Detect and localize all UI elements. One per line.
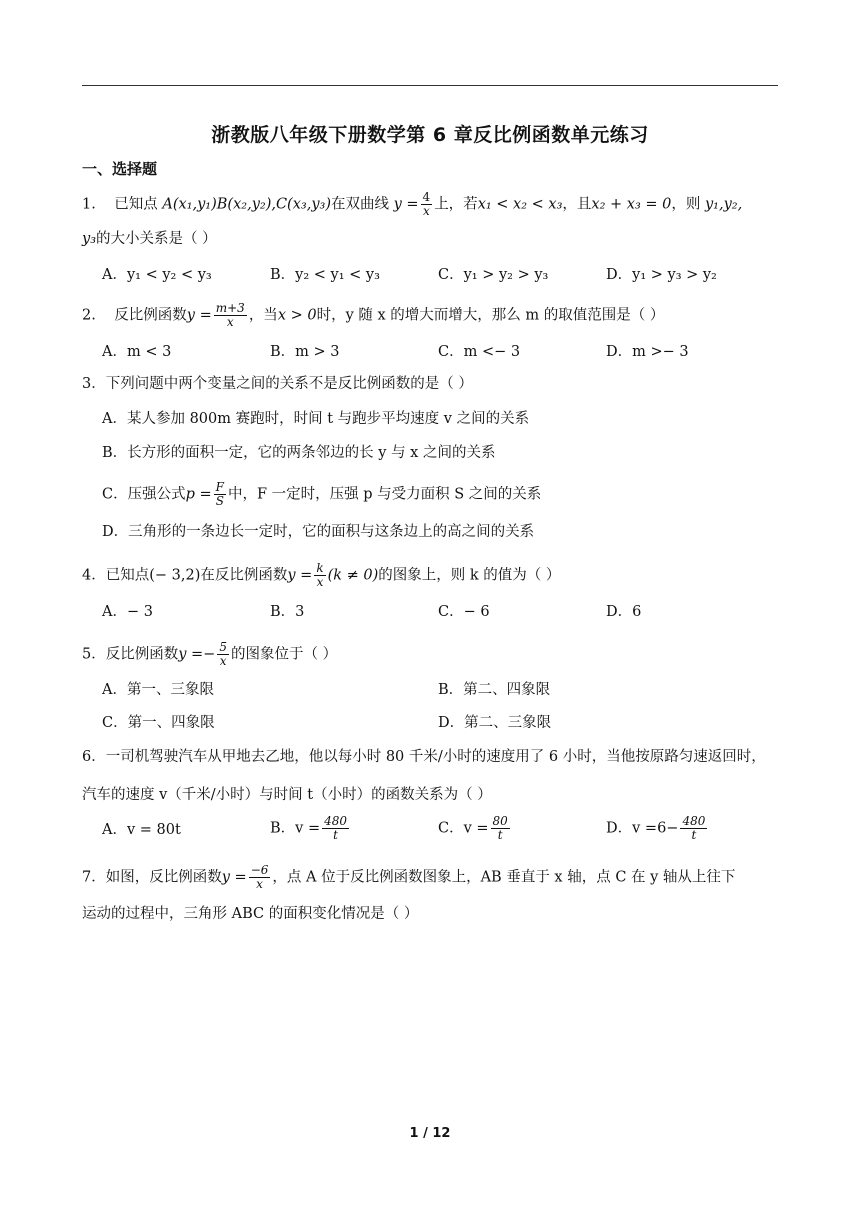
q6-optd-fraction (680, 815, 707, 842)
q3-optc-a: C．压强公式 (102, 486, 186, 503)
page-number: 1 / 12 (409, 1126, 451, 1141)
q1-text-e: ，则 (671, 196, 705, 213)
q4-frac-num: k (316, 561, 324, 575)
q6-optc-num: 80 (492, 814, 508, 828)
q1-line2-text: 的大小关系是（ ） (96, 231, 217, 247)
question-1 (82, 191, 782, 218)
q3-option-a[interactable]: A．某人参加 800m 赛跑时，时间 t 与跑步平均速度 v 之间的关系 (102, 411, 530, 427)
q5-option-c[interactable]: C．第一、四象限 (102, 715, 215, 731)
q4-text-b: 的图象上，则 k 的值为（ ） (378, 567, 561, 584)
q6-optd-a: D．v =6− (606, 820, 679, 837)
q1-text-c: 上，若 (434, 196, 478, 213)
q5-text-a: 5．反比例函数 (82, 646, 179, 663)
q7-frac-den: x (256, 877, 263, 891)
q6-optb-a: B．v = (270, 820, 321, 837)
q2-eq-lhs: y = (186, 307, 212, 324)
q5-text-b: 的图象位于（ ） (230, 646, 338, 663)
q1-frac-den: x (422, 204, 430, 218)
q1-number: 1. (82, 196, 96, 213)
q4-fraction (314, 562, 325, 589)
q6-optb-fraction (322, 815, 349, 842)
question-4 (82, 562, 782, 589)
q7-frac-num: −6 (250, 863, 269, 877)
q6-optb-den: t (333, 828, 338, 842)
q1-option-c[interactable]: C．y₁ > y₂ > y₃ (438, 267, 549, 283)
q7-eq-lhs: y = (221, 869, 247, 886)
q4-option-c[interactable]: C．− 6 (438, 604, 490, 620)
q3-option-b[interactable]: B．长方形的面积一定，它的两条邻边的长 y 与 x 之间的关系 (102, 445, 496, 461)
header-rule (82, 85, 778, 86)
q1-frac-num: 4 (422, 190, 431, 204)
q6-option-b[interactable] (270, 815, 351, 842)
page-title: 浙教版八年级下册数学第 6 章反比例函数单元练习 (211, 124, 649, 146)
q2-number: 2. (82, 307, 96, 324)
q4-option-d[interactable]: D．6 (606, 604, 642, 620)
q6-optc-den: t (497, 828, 503, 842)
q6-optb-num: 480 (324, 814, 348, 828)
q7-fraction (249, 864, 271, 891)
q1-ys: y₁,y₂, (704, 196, 743, 213)
q2-option-b[interactable]: B．m > 3 (270, 344, 340, 360)
q3-optc-b: 中，F 一定时，压强 p 与受力面积 S 之间的关系 (227, 486, 542, 503)
q2-fraction (214, 302, 247, 329)
q2-frac-den: x (226, 315, 234, 329)
q6-option-a[interactable]: A．v = 80t (102, 822, 181, 838)
question-5 (82, 641, 782, 668)
q2-frac-num: m+3 (215, 301, 245, 315)
q4-eq-lhs: y = (287, 567, 313, 584)
q1-cond2: x₂ + x₃ = 0 (591, 196, 672, 213)
q2-text-c: 时，y 随 x 的增大而增大，那么 m 的取值范围是（ ） (316, 307, 665, 324)
q2-text-b: ，当 (248, 307, 278, 324)
q6-optd-den: t (691, 828, 697, 842)
q4-option-a[interactable]: A．− 3 (102, 604, 153, 620)
q1-eq-lhs: y = (393, 196, 419, 213)
q5-frac-num: 5 (219, 640, 227, 654)
q1-line2-var: y₃ (82, 231, 97, 247)
q2-cond: x > 0 (277, 307, 317, 324)
q2-option-d[interactable]: D．m >− 3 (606, 344, 689, 360)
q1-points: A(x₁,y₁)B(x₂,y₂),C(x₃,y₃) (162, 196, 331, 213)
q1-option-b[interactable]: B．y₂ < y₁ < y₃ (270, 267, 380, 283)
q7-text-a: 7．如图，反比例函数 (82, 869, 222, 886)
q4-frac-den: x (316, 575, 324, 589)
q4-text-a: 4．已知点(− 3,2)在反比例函数 (82, 567, 288, 584)
question-2 (82, 302, 782, 329)
q3-frac-num: F (215, 480, 224, 494)
question-7-line2: 运动的过程中，三角形 ABC 的面积变化情况是（ ） (82, 906, 419, 922)
q5-option-d[interactable]: D．第二、三象限 (438, 715, 552, 731)
q1-text-a: 已知点 (114, 196, 163, 213)
question-1-line2 (82, 229, 782, 249)
q6-option-d[interactable] (606, 815, 709, 842)
q1-text-b: 在双曲线 (330, 196, 389, 213)
q5-option-a[interactable]: A．第一、三象限 (102, 682, 214, 698)
q1-option-a[interactable]: A．y₁ < y₂ < y₃ (102, 267, 212, 283)
question-6: 6．一司机驾驶汽车从甲地去乙地，他以每小时 80 千米/小时的速度用了 6 小时，当他按原路匀速返回时，汽车的速度 v（千米/小时）与时间 t（小时）的函数关系为（ ） (82, 749, 766, 803)
q1-fraction (421, 191, 433, 218)
q5-frac-den: x (219, 654, 227, 668)
q6-optd-num: 480 (682, 814, 706, 828)
q3-optc-eq: p = (185, 486, 212, 503)
q6-optc-fraction (491, 815, 510, 842)
question-3: 3．下列问题中两个变量之间的关系不是反比例函数的是（ ） (82, 376, 473, 392)
q6-option-c[interactable] (438, 815, 512, 842)
q3-option-d[interactable]: D．三角形的一条边长一定时，它的面积与这条边上的高之间的关系 (102, 524, 535, 540)
q3-fraction (214, 481, 226, 508)
q4-cond: (k ≠ 0) (327, 567, 379, 584)
q1-cond1: x₁ < x₂ < x₃ (477, 196, 563, 213)
q5-fraction (217, 641, 229, 668)
q1-option-d[interactable]: D．y₁ > y₃ > y₂ (606, 267, 717, 283)
q3-option-c[interactable] (102, 481, 541, 508)
question-7 (82, 864, 782, 891)
q1-text-d: ，且 (562, 196, 592, 213)
q3-frac-den: S (215, 494, 224, 508)
q7-text-b: ，点 A 位于反比例函数图象上，AB 垂直于 x 轴，点 C 在 y 轴从上往下 (272, 869, 736, 886)
q5-option-b[interactable]: B．第二、四象限 (438, 682, 551, 698)
q2-option-a[interactable]: A．m < 3 (102, 344, 172, 360)
q4-option-b[interactable]: B．3 (270, 604, 305, 620)
q2-text-a: 反比例函数 (114, 307, 187, 324)
section-heading: 一、选择题 (82, 160, 158, 178)
q5-eq-lhs: y =− (178, 646, 216, 663)
q2-option-c[interactable]: C．m <− 3 (438, 344, 521, 360)
q6-optc-a: C．v = (438, 820, 489, 837)
